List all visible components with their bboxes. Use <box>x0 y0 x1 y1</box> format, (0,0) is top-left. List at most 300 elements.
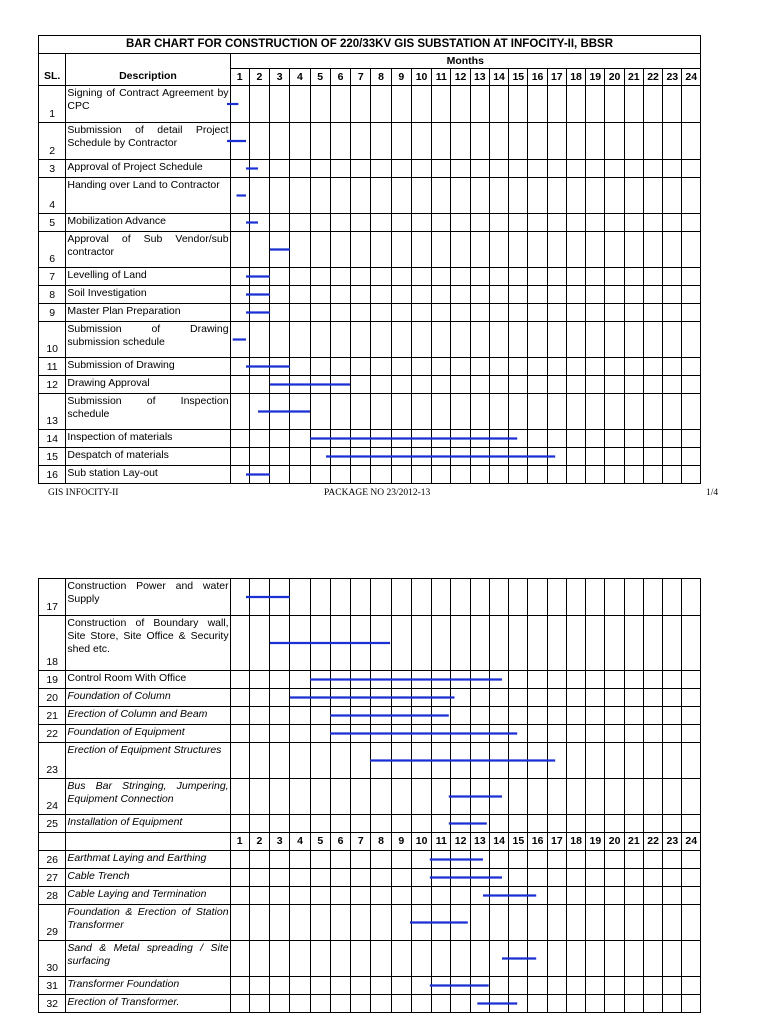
month-cell <box>682 268 701 286</box>
month-cell <box>432 358 451 376</box>
task-sl: 29 <box>39 905 66 941</box>
month-header-7: 7 <box>351 69 371 86</box>
month-header-23: 23 <box>663 69 682 86</box>
month-cell <box>586 887 605 905</box>
month-cell <box>624 123 643 160</box>
month-cell <box>586 671 605 689</box>
month-cell <box>509 977 528 995</box>
month-cell <box>391 616 411 671</box>
month-header-8: 8 <box>371 833 391 851</box>
month-cell <box>528 394 547 430</box>
month-cell <box>351 394 371 430</box>
month-cell <box>351 123 371 160</box>
month-cell <box>270 689 290 707</box>
task-description: Erection of Transformer. <box>66 995 230 1013</box>
month-cell <box>566 977 585 995</box>
month-cell <box>432 86 451 123</box>
month-cell <box>605 86 624 123</box>
task-row <box>39 123 701 160</box>
month-cell <box>290 286 310 304</box>
month-cell <box>351 887 371 905</box>
month-cell <box>432 268 451 286</box>
month-cell <box>605 232 624 268</box>
month-cell <box>586 815 605 833</box>
month-cell <box>470 815 489 833</box>
month-cell <box>566 815 585 833</box>
month-cell <box>566 304 585 322</box>
month-cell <box>682 430 701 448</box>
month-cell <box>391 579 411 616</box>
month-cell <box>310 887 330 905</box>
month-cell <box>270 779 290 815</box>
month-cell <box>310 394 330 430</box>
month-cell <box>547 869 566 887</box>
month-header-17: 17 <box>547 833 566 851</box>
month-cell <box>310 869 330 887</box>
month-cell <box>566 725 585 743</box>
month-header-17: 17 <box>547 69 566 86</box>
month-cell <box>451 214 470 232</box>
month-cell <box>509 86 528 123</box>
footer-center: PACKAGE NO 23/2012-13 <box>324 488 431 498</box>
month-cell <box>351 376 371 394</box>
month-cell <box>605 304 624 322</box>
month-cell <box>605 160 624 178</box>
month-cell <box>663 941 682 977</box>
month-cell <box>624 358 643 376</box>
month-cell <box>230 430 249 448</box>
month-cell <box>547 941 566 977</box>
month-cell <box>230 322 249 358</box>
month-cell <box>528 466 547 484</box>
month-cell <box>351 86 371 123</box>
month-cell <box>566 123 585 160</box>
month-cell <box>663 689 682 707</box>
month-cell <box>330 430 350 448</box>
month-cell <box>470 466 489 484</box>
month-cell <box>509 214 528 232</box>
month-cell <box>310 707 330 725</box>
month-cell <box>509 232 528 268</box>
month-cell <box>547 178 566 214</box>
month-cell <box>547 815 566 833</box>
month-cell <box>371 376 391 394</box>
month-cell <box>371 304 391 322</box>
month-cell <box>432 178 451 214</box>
month-cell <box>451 977 470 995</box>
month-cell <box>451 707 470 725</box>
task-sl: 16 <box>39 466 66 484</box>
month-cell <box>489 304 508 322</box>
month-cell <box>509 815 528 833</box>
month-cell <box>470 178 489 214</box>
month-cell <box>432 725 451 743</box>
task-row <box>39 322 701 358</box>
page-title: BAR CHART FOR CONSTRUCTION OF 220/33KV GIS SUBSTATION AT INFOCITY-II, BBSR <box>39 36 701 54</box>
month-cell <box>682 376 701 394</box>
month-cell <box>411 851 431 869</box>
sl-header: SL. <box>39 54 66 86</box>
month-cell <box>451 304 470 322</box>
month-cell <box>682 286 701 304</box>
month-cell <box>330 178 350 214</box>
month-cell <box>230 725 249 743</box>
month-cell <box>682 725 701 743</box>
task-sl: 9 <box>39 304 66 322</box>
task-description: Foundation of Column <box>66 689 230 707</box>
month-cell <box>290 905 310 941</box>
task-description: Soil Investigation <box>66 286 230 304</box>
task-sl: 15 <box>39 448 66 466</box>
task-row <box>39 178 701 214</box>
month-cell <box>489 286 508 304</box>
task-sl: 13 <box>39 394 66 430</box>
month-cell <box>230 304 249 322</box>
month-cell <box>432 995 451 1013</box>
month-cell <box>489 869 508 887</box>
month-cell <box>663 851 682 869</box>
month-cell <box>270 394 290 430</box>
month-cell <box>371 941 391 977</box>
month-cell <box>391 448 411 466</box>
month-cell <box>371 214 391 232</box>
month-cell <box>432 779 451 815</box>
month-cell <box>682 448 701 466</box>
month-cell <box>643 466 662 484</box>
month-cell <box>411 214 431 232</box>
month-cell <box>663 779 682 815</box>
month-header-row <box>39 833 701 851</box>
month-cell <box>643 887 662 905</box>
month-cell <box>605 941 624 977</box>
month-cell <box>432 707 451 725</box>
month-cell <box>330 851 350 869</box>
month-cell <box>391 430 411 448</box>
month-cell <box>432 448 451 466</box>
month-header-20: 20 <box>605 833 624 851</box>
month-cell <box>290 376 310 394</box>
month-cell <box>586 358 605 376</box>
month-cell <box>566 430 585 448</box>
month-cell <box>270 430 290 448</box>
month-cell <box>310 160 330 178</box>
month-cell <box>290 160 310 178</box>
month-cell <box>663 466 682 484</box>
month-cell <box>509 322 528 358</box>
month-cell <box>249 977 269 995</box>
month-cell <box>624 869 643 887</box>
month-cell <box>566 394 585 430</box>
month-cell <box>310 286 330 304</box>
month-cell <box>586 707 605 725</box>
month-cell <box>310 123 330 160</box>
month-cell <box>411 579 431 616</box>
month-cell <box>351 178 371 214</box>
month-cell <box>432 689 451 707</box>
month-cell <box>566 214 585 232</box>
month-cell <box>489 779 508 815</box>
month-cell <box>391 671 411 689</box>
month-cell <box>528 887 547 905</box>
month-cell <box>432 232 451 268</box>
month-cell <box>624 430 643 448</box>
month-cell <box>411 725 431 743</box>
task-row <box>39 995 701 1013</box>
month-cell <box>310 977 330 995</box>
month-cell <box>249 743 269 779</box>
month-header-12: 12 <box>451 833 470 851</box>
month-header-13: 13 <box>470 833 489 851</box>
task-row <box>39 86 701 123</box>
month-cell <box>528 232 547 268</box>
month-cell <box>605 214 624 232</box>
month-cell <box>451 86 470 123</box>
month-cell <box>489 905 508 941</box>
month-cell <box>566 322 585 358</box>
month-cell <box>509 579 528 616</box>
month-cell <box>351 689 371 707</box>
task-row <box>39 358 701 376</box>
month-cell <box>330 743 350 779</box>
month-header-1: 1 <box>230 833 249 851</box>
month-cell <box>330 725 350 743</box>
month-cell <box>290 707 310 725</box>
month-cell <box>411 430 431 448</box>
month-cell <box>249 869 269 887</box>
task-row <box>39 448 701 466</box>
month-cell <box>230 358 249 376</box>
month-cell <box>371 887 391 905</box>
month-cell <box>451 358 470 376</box>
month-cell <box>290 725 310 743</box>
month-cell <box>451 178 470 214</box>
month-cell <box>391 214 411 232</box>
task-row <box>39 286 701 304</box>
month-cell <box>547 394 566 430</box>
month-cell <box>391 905 411 941</box>
month-cell <box>663 394 682 430</box>
month-cell <box>290 616 310 671</box>
month-cell <box>230 448 249 466</box>
month-cell <box>451 941 470 977</box>
month-cell <box>230 941 249 977</box>
month-cell <box>489 579 508 616</box>
month-header-11: 11 <box>432 69 451 86</box>
month-cell <box>371 466 391 484</box>
month-cell <box>351 214 371 232</box>
month-cell <box>528 430 547 448</box>
task-description: Signing of Contract Agreement by CPC <box>66 86 230 123</box>
task-sl: 21 <box>39 707 66 725</box>
month-cell <box>451 286 470 304</box>
month-cell <box>643 268 662 286</box>
month-cell <box>351 579 371 616</box>
month-cell <box>663 268 682 286</box>
month-cell <box>411 779 431 815</box>
month-cell <box>270 178 290 214</box>
month-cell <box>586 394 605 430</box>
month-cell <box>249 304 269 322</box>
month-cell <box>489 178 508 214</box>
month-cell <box>682 707 701 725</box>
month-cell <box>566 905 585 941</box>
month-cell <box>663 430 682 448</box>
month-cell <box>605 671 624 689</box>
month-cell <box>624 941 643 977</box>
month-cell <box>310 358 330 376</box>
month-cell <box>451 160 470 178</box>
month-cell <box>663 887 682 905</box>
month-cell <box>470 160 489 178</box>
month-cell <box>310 851 330 869</box>
month-cell <box>249 448 269 466</box>
month-cell <box>270 995 290 1013</box>
month-cell <box>290 448 310 466</box>
month-cell <box>290 887 310 905</box>
month-cell <box>682 304 701 322</box>
month-cell <box>310 466 330 484</box>
task-row <box>39 304 701 322</box>
month-cell <box>249 214 269 232</box>
month-cell <box>451 869 470 887</box>
month-cell <box>470 995 489 1013</box>
month-cell <box>351 995 371 1013</box>
month-cell <box>351 616 371 671</box>
month-cell <box>391 689 411 707</box>
month-cell <box>432 394 451 430</box>
month-cell <box>547 671 566 689</box>
task-description: Submission of Inspection schedule <box>66 394 230 430</box>
month-cell <box>391 123 411 160</box>
month-cell <box>330 286 350 304</box>
month-cell <box>351 160 371 178</box>
month-cell <box>411 268 431 286</box>
month-cell <box>509 466 528 484</box>
month-cell <box>586 160 605 178</box>
month-cell <box>451 905 470 941</box>
month-cell <box>682 869 701 887</box>
month-cell <box>371 977 391 995</box>
month-cell <box>605 743 624 779</box>
month-cell <box>230 268 249 286</box>
month-header-14: 14 <box>489 833 508 851</box>
month-cell <box>249 851 269 869</box>
month-cell <box>270 869 290 887</box>
month-cell <box>643 214 662 232</box>
month-cell <box>489 430 508 448</box>
month-cell <box>391 815 411 833</box>
month-cell <box>310 268 330 286</box>
month-cell <box>586 725 605 743</box>
month-cell <box>643 86 662 123</box>
month-cell <box>310 995 330 1013</box>
month-cell <box>330 86 350 123</box>
month-cell <box>230 743 249 779</box>
month-header-5: 5 <box>310 833 330 851</box>
month-cell <box>249 671 269 689</box>
month-cell <box>432 579 451 616</box>
month-cell <box>586 941 605 977</box>
month-cell <box>566 286 585 304</box>
month-cell <box>371 448 391 466</box>
empty-cell <box>66 833 230 851</box>
month-cell <box>624 268 643 286</box>
month-cell <box>451 579 470 616</box>
month-cell <box>509 671 528 689</box>
month-cell <box>489 268 508 286</box>
month-cell <box>586 869 605 887</box>
month-cell <box>470 743 489 779</box>
month-cell <box>586 214 605 232</box>
month-cell <box>566 851 585 869</box>
month-cell <box>682 579 701 616</box>
month-cell <box>310 743 330 779</box>
month-cell <box>270 941 290 977</box>
month-cell <box>290 815 310 833</box>
month-cell <box>682 779 701 815</box>
month-cell <box>411 671 431 689</box>
month-cell <box>351 941 371 977</box>
month-cell <box>509 941 528 977</box>
month-cell <box>470 448 489 466</box>
month-cell <box>371 86 391 123</box>
month-cell <box>310 304 330 322</box>
month-cell <box>351 322 371 358</box>
month-cell <box>624 887 643 905</box>
task-sl: 4 <box>39 178 66 214</box>
task-sl: 22 <box>39 725 66 743</box>
month-header-19: 19 <box>586 69 605 86</box>
footer-left: GIS INFOCITY-II <box>48 488 119 498</box>
month-cell <box>391 160 411 178</box>
task-description: Foundation & Erection of Station Transformer <box>66 905 230 941</box>
task-row <box>39 268 701 286</box>
month-cell <box>270 743 290 779</box>
month-cell <box>566 160 585 178</box>
month-cell <box>230 869 249 887</box>
month-cell <box>470 268 489 286</box>
month-cell <box>528 851 547 869</box>
month-cell <box>528 671 547 689</box>
month-header-9: 9 <box>391 69 411 86</box>
month-header-3: 3 <box>270 833 290 851</box>
month-cell <box>371 725 391 743</box>
month-cell <box>230 815 249 833</box>
month-cell <box>330 214 350 232</box>
month-header-23: 23 <box>663 833 682 851</box>
month-cell <box>310 448 330 466</box>
month-cell <box>249 725 269 743</box>
month-cell <box>249 689 269 707</box>
month-cell <box>489 815 508 833</box>
month-cell <box>470 430 489 448</box>
month-cell <box>249 268 269 286</box>
month-cell <box>509 160 528 178</box>
month-cell <box>270 304 290 322</box>
month-cell <box>432 214 451 232</box>
month-cell <box>270 887 290 905</box>
month-cell <box>290 268 310 286</box>
month-cell <box>528 579 547 616</box>
month-cell <box>290 358 310 376</box>
month-cell <box>290 178 310 214</box>
month-cell <box>371 232 391 268</box>
month-cell <box>371 286 391 304</box>
month-cell <box>290 394 310 430</box>
month-cell <box>605 851 624 869</box>
month-cell <box>586 232 605 268</box>
month-cell <box>528 725 547 743</box>
